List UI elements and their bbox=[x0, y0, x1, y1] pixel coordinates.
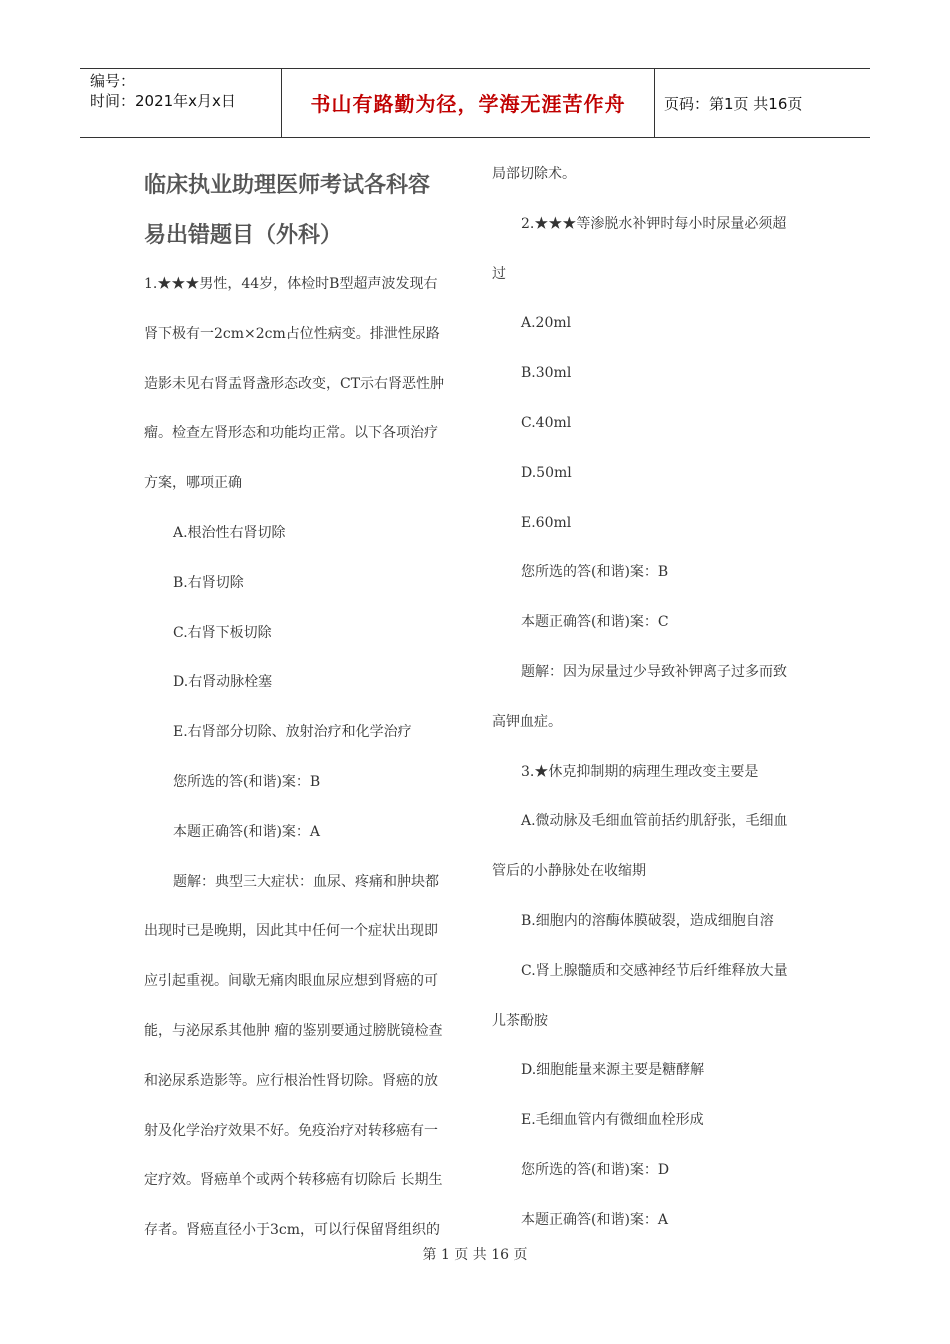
title-line: 易出错题目（外科） bbox=[144, 222, 343, 248]
text-line: A.微动脉及毛细血管前括约肌舒张，毛细血 bbox=[521, 813, 788, 830]
header-page-number: 页码：第1页 共16页 bbox=[664, 95, 803, 113]
text-line: 和泌尿系造影等。应行根治性肾切除。肾癌的放 bbox=[144, 1072, 438, 1089]
text-line: B.右肾切除 bbox=[173, 574, 244, 591]
page-footer: 第 1 页 共 16 页 bbox=[422, 1247, 528, 1263]
text-line: 高钾血症。 bbox=[492, 713, 562, 730]
text-line: D.右肾动脉栓塞 bbox=[173, 674, 273, 691]
text-line: 您所选的答(和谐)案：B bbox=[521, 564, 669, 581]
text-line: 本题正确答(和谐)案：C bbox=[521, 614, 669, 631]
text-line: C.右肾下板切除 bbox=[173, 624, 272, 641]
time-label: 时间：2021年x月x日 bbox=[90, 92, 236, 110]
text-line: B.细胞内的溶酶体膜破裂，造成细胞自溶 bbox=[521, 912, 774, 929]
header-motto: 书山有路勤为径，学海无涯苦作舟 bbox=[310, 92, 626, 116]
text-line: C.40ml bbox=[521, 414, 572, 431]
right-column bbox=[492, 150, 814, 1246]
text-line: E.60ml bbox=[521, 514, 572, 531]
text-line: A.20ml bbox=[521, 315, 572, 332]
number-label: 编号： bbox=[90, 72, 136, 90]
text-line: 能，与泌尿系其他肿 瘤的鉴别要通过膀胱镜检查 bbox=[144, 1022, 443, 1039]
text-line: 瘤。检查左肾形态和功能均正常。以下各项治疗 bbox=[144, 425, 438, 442]
text-line: 儿茶酚胺 bbox=[492, 1012, 548, 1029]
text-line: D.50ml bbox=[521, 464, 572, 481]
text-line: A.根治性右肾切除 bbox=[173, 524, 286, 541]
text-line: 局部切除术。 bbox=[492, 166, 576, 182]
header-info bbox=[90, 71, 236, 111]
text-line: 过 bbox=[492, 265, 506, 282]
text-line: 2.★★★等渗脱水补钾时每小时尿量必须超 bbox=[521, 215, 787, 232]
text-line: 存者。肾癌直径小于3cm，可以行保留肾组织的 bbox=[144, 1222, 441, 1239]
text-line: 您所选的答(和谐)案：D bbox=[521, 1161, 670, 1178]
text-line: 出现时已是晚期，因此其中任何一个症状出现即 bbox=[144, 923, 438, 940]
text-line: 射及化学治疗效果不好。免疫治疗对转移癌有一 bbox=[144, 1122, 438, 1139]
header-divider bbox=[654, 69, 655, 137]
text-line: 本题正确答(和谐)案：A bbox=[173, 823, 321, 840]
text-line: B.30ml bbox=[521, 365, 572, 382]
document-title bbox=[144, 160, 462, 260]
text-line: 您所选的答(和谐)案：B bbox=[173, 773, 321, 790]
text-line: 方案，哪项正确 bbox=[144, 475, 242, 492]
text-line: 管后的小静脉处在收缩期 bbox=[492, 863, 646, 880]
text-line: 本题正确答(和谐)案：A bbox=[521, 1211, 669, 1228]
text-line: 定疗效。肾癌单个或两个转移癌有切除后 长期生 bbox=[144, 1172, 443, 1189]
text-line: D.细胞能量来源主要是糖酵解 bbox=[521, 1062, 705, 1079]
title-line: 临床执业助理医师考试各科容 bbox=[144, 172, 431, 198]
text-line: 应引起重视。间歇无痛肉眼血尿应想到肾癌的可 bbox=[144, 973, 438, 990]
left-column bbox=[144, 150, 462, 1256]
text-line: 肾下极有一2cm×2cm占位性病变。排泄性尿路 bbox=[144, 325, 440, 342]
text-line: E.右肾部分切除、放射治疗和化学治疗 bbox=[173, 724, 412, 741]
text-line: C.肾上腺髓质和交感神经节后纤维释放大量 bbox=[521, 962, 788, 979]
text-line: 题解：典型三大症状：血尿、疼痛和肿块都 bbox=[173, 873, 439, 890]
text-line: E.毛细血管内有微细血栓形成 bbox=[521, 1112, 704, 1129]
text-line: 造影未见右肾盂肾盏形态改变，CT示右肾恶性肿 bbox=[144, 375, 445, 392]
text-line: 1.★★★男性，44岁，体检时B型超声波发现右 bbox=[144, 276, 438, 292]
text-line: 3.★休克抑制期的病理生理改变主要是 bbox=[521, 763, 759, 780]
text-line: 题解：因为尿量过少导致补钾离子过多而致 bbox=[521, 663, 787, 680]
page-header bbox=[80, 68, 870, 138]
